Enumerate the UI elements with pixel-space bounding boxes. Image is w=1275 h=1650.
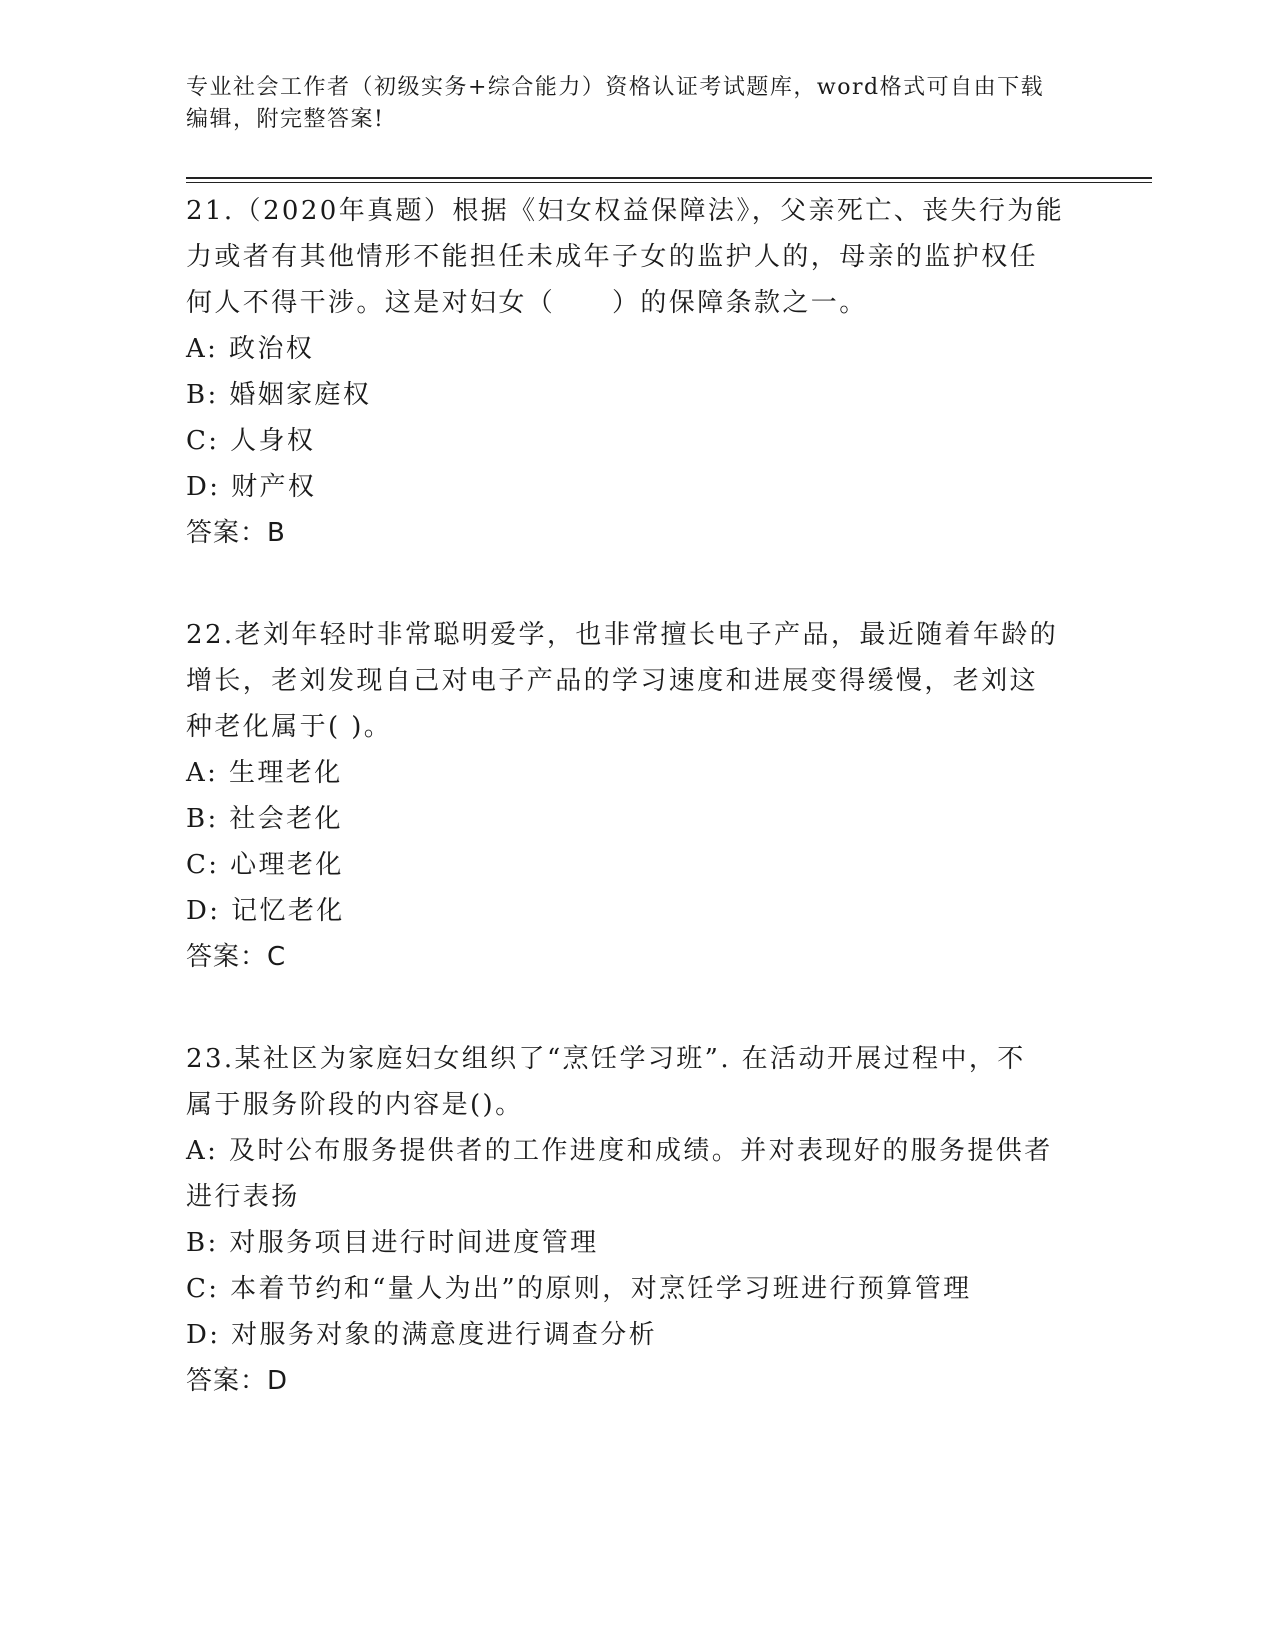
option-c: C: 心理老化 bbox=[186, 850, 344, 880]
header-divider-thick bbox=[186, 177, 1152, 179]
option-d: D: 记忆老化 bbox=[186, 896, 345, 926]
header-line-2: 编辑，附完整答案! bbox=[186, 107, 385, 132]
stem-line: 属于服务阶段的内容是()。 bbox=[186, 1090, 524, 1120]
option-d: D: 对服务对象的满意度进行调查分析 bbox=[186, 1320, 658, 1350]
option-a-continued: 进行表扬 bbox=[186, 1182, 300, 1212]
option-a: A: 及时公布服务提供者的工作进度和成绩。并对表现好的服务提供者 bbox=[186, 1136, 1053, 1166]
document-header bbox=[186, 72, 1086, 136]
answer: 答案：B bbox=[186, 518, 286, 548]
option-c: C: 本着节约和“量人为出”的原则，对烹饪学习班进行预算管理 bbox=[186, 1274, 972, 1304]
question-stem bbox=[186, 1036, 1086, 1128]
question-spacer bbox=[186, 996, 1086, 1036]
question-spacer bbox=[186, 572, 1086, 612]
answer: 答案：C bbox=[186, 942, 287, 972]
answer: 答案：D bbox=[186, 1366, 289, 1396]
option-b: B: 社会老化 bbox=[186, 804, 343, 834]
stem-line: 增长，老刘发现自己对电子产品的学习速度和进展变得缓慢，老刘这 bbox=[186, 666, 1039, 696]
question-list bbox=[186, 188, 1086, 1420]
question-21 bbox=[186, 188, 1086, 556]
stem-line: 21.（2020年真题）根据《妇女权益保障法》，父亲死亡、丧失行为能 bbox=[186, 196, 1065, 226]
stem-line: 何人不得干涉。这是对妇女（ ）的保障条款之一。 bbox=[186, 288, 868, 318]
stem-line: 22.老刘年轻时非常聪明爱学，也非常擅长电子产品，最近随着年龄的 bbox=[186, 620, 1059, 650]
stem-line: 种老化属于( )。 bbox=[186, 712, 393, 742]
option-d: D: 财产权 bbox=[186, 472, 317, 502]
option-b: B: 对服务项目进行时间进度管理 bbox=[186, 1228, 599, 1258]
question-stem bbox=[186, 612, 1086, 750]
question-22 bbox=[186, 612, 1086, 980]
option-a: A: 生理老化 bbox=[186, 758, 343, 788]
option-c: C: 人身权 bbox=[186, 426, 316, 456]
header-line-1: 专业社会工作者（初级实务+综合能力）资格认证考试题库，word格式可自由下载 bbox=[186, 75, 1045, 100]
stem-line: 力或者有其他情形不能担任未成年子女的监护人的，母亲的监护权任 bbox=[186, 242, 1039, 272]
question-23 bbox=[186, 1036, 1086, 1404]
question-stem bbox=[186, 188, 1086, 326]
option-a: A: 政治权 bbox=[186, 334, 315, 364]
stem-line: 23.某社区为家庭妇女组织了“烹饪学习班”. 在活动开展过程中，不 bbox=[186, 1044, 1026, 1074]
header-divider-thin bbox=[186, 182, 1152, 183]
option-b: B: 婚姻家庭权 bbox=[186, 380, 372, 410]
